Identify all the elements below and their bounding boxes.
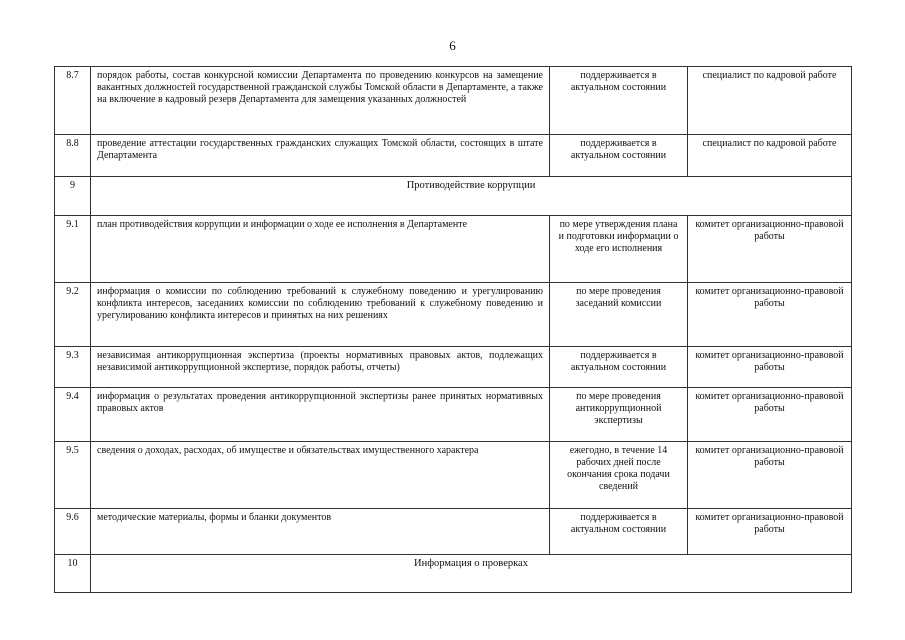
row-responsible: комитет организационно-правовой работы	[688, 442, 852, 509]
row-term: поддерживается в актуальном состоянии	[550, 347, 688, 388]
row-term: по мере утверждения плана и подготовки информации о ходе его исполнения	[550, 216, 688, 283]
row-description: проведение аттестации государственных гражданских служащих Томской области, состоящих в штате Департамента	[91, 135, 550, 177]
table-row	[55, 135, 852, 177]
row-description: информация о комиссии по соблюдению требований к служебному поведению и урегулированию конфликта интересов, заседаниях комиссии по соблюдению требований к служебному поведению и урегулированию конфликта интересов и принятых на них решениях	[91, 283, 550, 347]
table-row	[55, 216, 852, 283]
table-row	[55, 509, 852, 555]
row-number: 9.6	[55, 509, 91, 555]
row-number: 9.5	[55, 442, 91, 509]
row-term: поддерживается в актуальном состоянии	[550, 509, 688, 555]
row-responsible: специалист по кадровой работе	[688, 135, 852, 177]
row-description: методические материалы, формы и бланки документов	[91, 509, 550, 555]
section-title: Информация о проверках	[91, 555, 852, 593]
row-term: по мере проведения заседаний комиссии	[550, 283, 688, 347]
row-term: поддерживается в актуальном состоянии	[550, 135, 688, 177]
row-responsible: специалист по кадровой работе	[688, 67, 852, 135]
row-responsible: комитет организационно-правовой работы	[688, 509, 852, 555]
table-row	[55, 283, 852, 347]
row-responsible: комитет организационно-правовой работы	[688, 388, 852, 442]
section-number: 9	[55, 177, 91, 216]
row-number: 9.3	[55, 347, 91, 388]
row-term: поддерживается в актуальном состоянии	[550, 67, 688, 135]
table-row	[55, 347, 852, 388]
row-responsible: комитет организационно-правовой работы	[688, 347, 852, 388]
table-row	[55, 442, 852, 509]
row-responsible: комитет организационно-правовой работы	[688, 216, 852, 283]
row-term: ежегодно, в течение 14 рабочих дней после окончания срока подачи сведений	[550, 442, 688, 509]
section-number: 10	[55, 555, 91, 593]
row-number: 9.2	[55, 283, 91, 347]
section-row	[55, 177, 852, 216]
row-description: независимая антикоррупционная экспертиза (проекты нормативных правовых актов, подлежащих независимой антикоррупционной экспертизе, порядок работы, отчеты)	[91, 347, 550, 388]
section-title: Противодействие коррупции	[91, 177, 852, 216]
row-description: план противодействия коррупции и информации о ходе ее исполнения в Департаменте	[91, 216, 550, 283]
row-term: по мере проведения антикоррупционной экспертизы	[550, 388, 688, 442]
row-responsible: комитет организационно-правовой работы	[688, 283, 852, 347]
row-description: сведения о доходах, расходах, об имуществе и обязательствах имущественного характера	[91, 442, 550, 509]
row-number: 9.4	[55, 388, 91, 442]
row-description: порядок работы, состав конкурсной комиссии Департамента по проведению конкурсов на замещение вакантных должностей государственной гражданской службы Томской области в Департаменте, а также на включение в кадровый резерв Департамента для замещения указанных должностей	[91, 67, 550, 135]
row-number: 8.8	[55, 135, 91, 177]
row-description: информация о результатах проведения антикоррупционной экспертизы ранее принятых нормативных правовых актов	[91, 388, 550, 442]
row-number: 8.7	[55, 67, 91, 135]
table-row	[55, 67, 852, 135]
document-table	[54, 66, 852, 593]
page-number: 6	[449, 38, 456, 53]
section-row	[55, 555, 852, 593]
table-row	[55, 388, 852, 442]
row-number: 9.1	[55, 216, 91, 283]
